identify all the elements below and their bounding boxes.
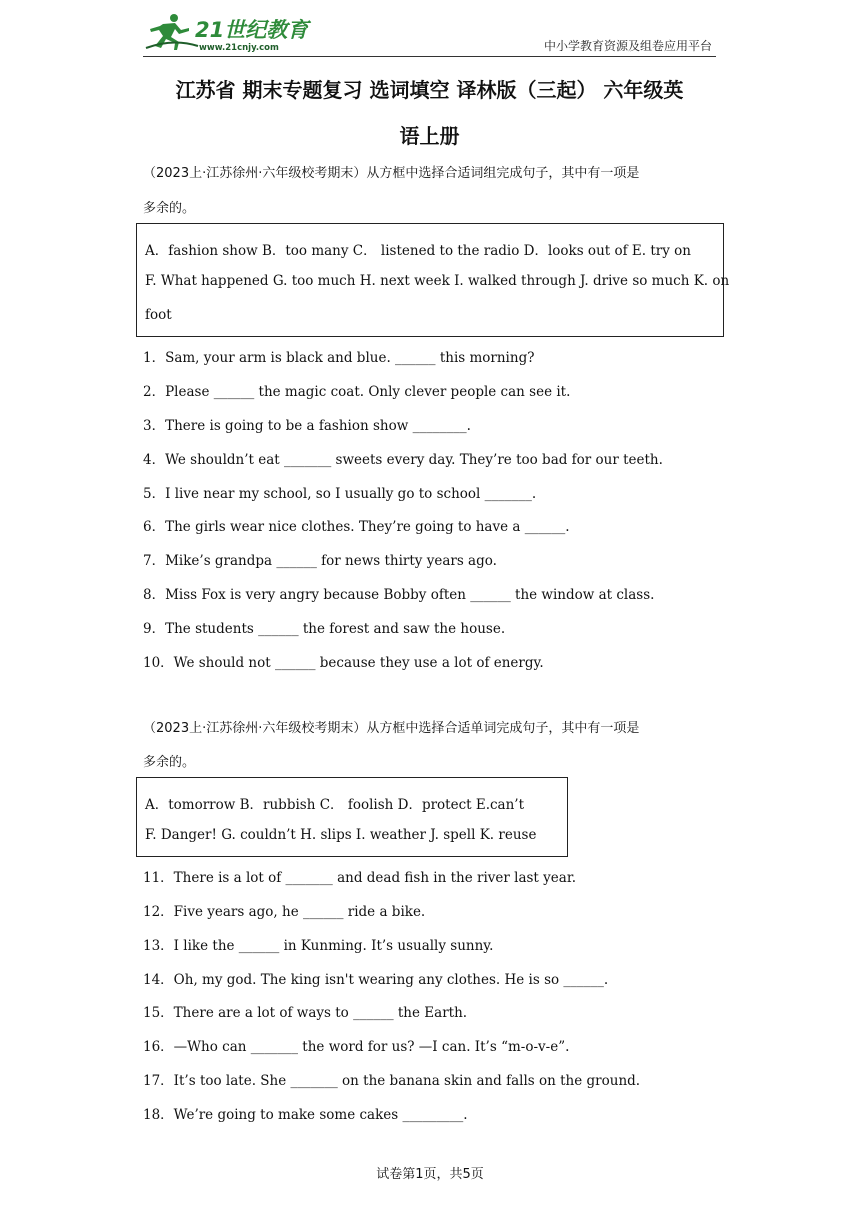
question-10: 10．We should not ______ because they use a lot of energy. [143, 655, 544, 671]
question-15: 15．There are a lot of ways to ______ the Earth. [143, 1005, 468, 1021]
word-bank-line: F. What happened G. too much H. next week I. walked through J. drive so much K. on [145, 273, 730, 289]
question-17: 17．It’s too late. She _______ on the banana skin and falls on the ground. [143, 1073, 641, 1089]
question-2: 2．Please ______ the magic coat. Only clever people can see it. [143, 384, 571, 400]
question-1: 1．Sam, your arm is black and blue. ______ this morning? [143, 350, 535, 366]
word-bank-line: A．fashion show B．too many C． listened to the radio D．looks out of E. try on [145, 243, 691, 259]
question-7: 7．Mike’s grandpa ______ for news thirty years ago. [143, 553, 497, 569]
question-14: 14．Oh, my god. The king isn't wearing any clothes. He is so ______. [143, 972, 609, 988]
platform-name: 中小学教育资源及组卷应用平台 [543, 39, 712, 53]
question-9: 9．The students ______ the forest and saw the house. [143, 621, 506, 637]
section1-intro-line-1: （2023上·江苏徐州·六年级校考期末）从方框中选择合适词组完成句子，其中有一项是 [143, 166, 640, 181]
logo-text: 21世纪教育 [195, 18, 309, 42]
question-3: 3．There is going to be a fashion show ________. [143, 418, 471, 434]
page-footer: 试卷第1页，共5页 [376, 1167, 484, 1182]
word-bank-box-1 [136, 223, 730, 337]
question-12: 12．Five years ago, he ______ ride a bike. [143, 904, 426, 920]
page-title-line-2: 语上册 [399, 124, 460, 148]
word-bank-box-2 [136, 777, 568, 857]
question-6: 6．The girls wear nice clothes. They’re going to have a ______. [143, 519, 570, 535]
question-13: 13．I like the ______ in Kunming. It’s usually sunny. [143, 938, 494, 954]
section1-intro-line-2: 多余的。 [143, 201, 196, 216]
question-18: 18．We’re going to make some cakes _________. [143, 1107, 468, 1123]
question-8: 8．Miss Fox is very angry because Bobby often ______ the window at class. [143, 587, 655, 603]
question-4: 4．We shouldn’t eat _______ sweets every day. They’re too bad for our teeth. [143, 452, 663, 468]
question-11: 11．There is a lot of _______ and dead fish in the river last year. [143, 870, 577, 886]
question-5: 5．I live near my school, so I usually go to school _______. [143, 486, 537, 502]
section2-intro-line-2: 多余的。 [143, 755, 196, 770]
runner-icon [146, 14, 198, 50]
page-header [143, 10, 716, 57]
page-title-line-1: 江苏省 期末专题复习 选词填空 译林版（三起） 六年级英 [175, 78, 684, 102]
section2-intro-line-1: （2023上·江苏徐州·六年级校考期末）从方框中选择合适单词完成句子，其中有一项是 [143, 721, 640, 736]
word-bank-line: A．tomorrow B．rubbish C． foolish D．protect E.can’t [145, 797, 525, 813]
word-bank-line: foot [145, 307, 172, 323]
word-bank-line: F. Danger! G. couldn’t H. slips I. weather J. spell K. reuse [145, 827, 537, 843]
logo-url-text: www.21cnjy.com [199, 43, 279, 53]
logo-21cnjy [143, 10, 313, 54]
question-16: 16．—Who can _______ the word for us? —I can. It’s “m-o-v-e”. [143, 1039, 570, 1055]
